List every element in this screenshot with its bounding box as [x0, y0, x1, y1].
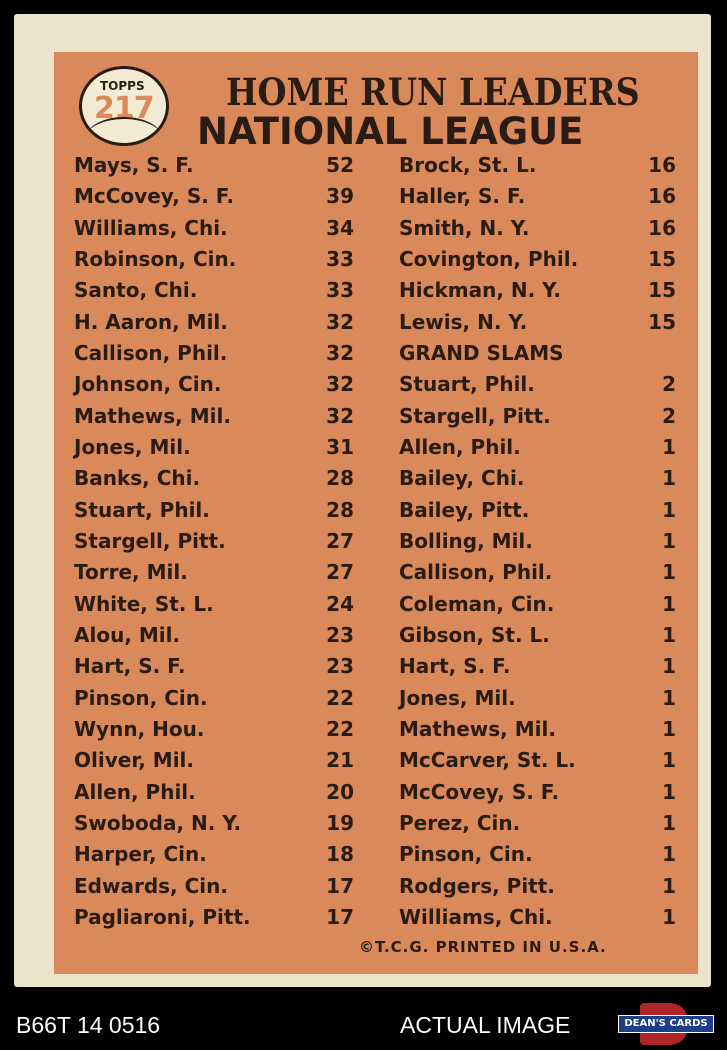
- home-run-count: 1: [662, 560, 676, 585]
- player-name: Santo, Chi.: [74, 278, 198, 303]
- home-run-count: 1: [662, 904, 676, 929]
- actual-image-label: ACTUAL IMAGE: [400, 1012, 571, 1038]
- leader-row: [74, 902, 354, 933]
- home-run-count: 1: [662, 842, 676, 867]
- home-run-count: 52: [326, 153, 354, 177]
- leader-row: [74, 745, 354, 776]
- home-run-count: 1: [662, 466, 676, 491]
- player-name: Haller, S. F.: [399, 184, 526, 209]
- home-run-count: 17: [326, 873, 354, 898]
- home-run-count: 1: [662, 497, 676, 522]
- player-name: Hart, S. F.: [74, 654, 186, 679]
- player-name: Callison, Phil.: [399, 560, 553, 585]
- card-title: HOME RUN LEADERS: [226, 70, 640, 114]
- card-border: [14, 14, 711, 987]
- home-run-count: 15: [648, 309, 676, 334]
- leader-row: [399, 620, 676, 651]
- home-run-count: 2: [662, 403, 676, 428]
- player-name: Bailey, Pitt.: [399, 497, 530, 522]
- leader-row: [74, 808, 354, 839]
- player-name: Torre, Mil.: [74, 560, 188, 585]
- player-name: Brock, St. L.: [399, 153, 537, 177]
- player-name: Alou, Mil.: [74, 622, 181, 647]
- home-run-count: 16: [648, 184, 676, 209]
- player-name: Banks, Chi.: [74, 466, 201, 491]
- home-run-count: 20: [326, 779, 354, 804]
- home-run-count: 1: [662, 622, 676, 647]
- home-run-count: 1: [662, 779, 676, 804]
- leader-row: [74, 463, 354, 494]
- leader-row: [399, 181, 676, 212]
- leader-row: [399, 777, 676, 808]
- home-run-count: 18: [326, 842, 354, 867]
- home-run-count: 34: [326, 215, 354, 240]
- home-run-count: 31: [326, 434, 354, 459]
- home-run-count: 32: [326, 372, 354, 397]
- topps-logo: [79, 66, 169, 146]
- leader-row: [74, 338, 354, 369]
- leader-row: [74, 683, 354, 714]
- leader-row: [74, 432, 354, 463]
- home-run-count: 22: [326, 716, 354, 741]
- player-name: Covington, Phil.: [399, 246, 579, 271]
- home-run-count: 1: [662, 528, 676, 553]
- card-back: [54, 52, 698, 974]
- right-leaders-list: [399, 150, 676, 933]
- leader-row: [399, 683, 676, 714]
- home-run-count: 15: [648, 278, 676, 303]
- home-run-count: 39: [326, 184, 354, 209]
- leader-row: [74, 620, 354, 651]
- leader-row: [399, 307, 676, 338]
- leader-row: [399, 745, 676, 776]
- leader-row: [74, 714, 354, 745]
- home-run-count: 2: [662, 372, 676, 397]
- player-name: Stuart, Phil.: [74, 497, 210, 522]
- leader-row: [399, 557, 676, 588]
- leader-row: [74, 181, 354, 212]
- leader-row: [399, 651, 676, 682]
- leader-row: [74, 150, 354, 181]
- player-name: Williams, Chi.: [74, 215, 228, 240]
- leader-row: [74, 651, 354, 682]
- player-name: Pinson, Cin.: [399, 842, 533, 867]
- leader-row: [399, 902, 676, 933]
- player-name: Mays, S. F.: [74, 153, 194, 177]
- home-run-count: 16: [648, 215, 676, 240]
- home-run-count: 33: [326, 246, 354, 271]
- player-name: Pinson, Cin.: [74, 685, 208, 710]
- home-run-count: 15: [648, 246, 676, 271]
- player-name: Coleman, Cin.: [399, 591, 555, 616]
- player-name: Mathews, Mil.: [74, 403, 231, 428]
- player-name: Hart, S. F.: [399, 654, 511, 679]
- player-name: Pagliaroni, Pitt.: [74, 904, 251, 929]
- home-run-count: 1: [662, 434, 676, 459]
- topps-brand-label: TOPPS: [100, 79, 145, 93]
- leader-row: [399, 463, 676, 494]
- inventory-code: B66T 14 0516: [16, 1012, 161, 1038]
- home-run-count: 1: [662, 748, 676, 773]
- home-run-count: 1: [662, 716, 676, 741]
- home-run-count: 19: [326, 810, 354, 835]
- home-run-count: 23: [326, 654, 354, 679]
- player-name: Rodgers, Pitt.: [399, 873, 555, 898]
- leader-row: [74, 777, 354, 808]
- player-name: Oliver, Mil.: [74, 748, 195, 773]
- player-name: Callison, Phil.: [74, 340, 228, 365]
- player-name: Stargell, Pitt.: [399, 403, 551, 428]
- player-name: Jones, Mil.: [399, 685, 516, 710]
- player-name: Bolling, Mil.: [399, 528, 533, 553]
- player-name: Harper, Cin.: [74, 842, 207, 867]
- card-subtitle: NATIONAL LEAGUE: [197, 110, 584, 153]
- player-name: Wynn, Hou.: [74, 716, 205, 741]
- home-run-count: 21: [326, 748, 354, 773]
- leader-row: [399, 432, 676, 463]
- leader-row: [399, 213, 676, 244]
- leader-row: [399, 150, 676, 181]
- home-run-count: 17: [326, 904, 354, 929]
- home-run-count: 24: [326, 591, 354, 616]
- leader-row: [399, 871, 676, 902]
- player-name: Williams, Chi.: [399, 904, 553, 929]
- home-run-count: 1: [662, 873, 676, 898]
- player-name: McCovey, S. F.: [74, 184, 235, 209]
- player-name: Gibson, St. L.: [399, 622, 550, 647]
- player-name: Stuart, Phil.: [399, 372, 535, 397]
- leader-row: [74, 557, 354, 588]
- leader-row: [399, 495, 676, 526]
- leader-row: [74, 871, 354, 902]
- player-name: Stargell, Pitt.: [74, 528, 226, 553]
- home-run-count: 28: [326, 497, 354, 522]
- leader-row: [74, 495, 354, 526]
- player-name: Bailey, Chi.: [399, 466, 525, 491]
- leader-row: [399, 714, 676, 745]
- home-run-count: 27: [326, 528, 354, 553]
- player-name: Smith, N. Y.: [399, 215, 530, 240]
- copyright-line: ©T.C.G. PRINTED IN U.S.A.: [359, 938, 607, 956]
- player-name: Robinson, Cin.: [74, 246, 237, 271]
- leader-row: [74, 589, 354, 620]
- leader-row: [399, 401, 676, 432]
- player-name: Mathews, Mil.: [399, 716, 556, 741]
- dealer-logo-text: DEAN'S CARDS: [618, 1015, 714, 1033]
- home-run-count: 22: [326, 685, 354, 710]
- player-name: McCarver, St. L.: [399, 748, 576, 773]
- leader-row: [74, 307, 354, 338]
- leader-row: [74, 275, 354, 306]
- player-name: GRAND SLAMS: [399, 340, 564, 365]
- home-run-count: 1: [662, 591, 676, 616]
- player-name: Lewis, N. Y.: [399, 309, 528, 334]
- player-name: White, St. L.: [74, 591, 214, 616]
- home-run-count: 16: [648, 153, 676, 177]
- home-run-count: 32: [326, 309, 354, 334]
- home-run-count: 27: [326, 560, 354, 585]
- leader-row: [74, 244, 354, 275]
- player-name: Hickman, N. Y.: [399, 278, 561, 303]
- home-run-count: 1: [662, 685, 676, 710]
- leader-row: [74, 401, 354, 432]
- leader-row: [399, 244, 676, 275]
- leader-row: [74, 526, 354, 557]
- home-run-count: 23: [326, 622, 354, 647]
- player-name: Jones, Mil.: [74, 434, 191, 459]
- leader-row: [399, 808, 676, 839]
- home-run-count: 33: [326, 278, 354, 303]
- leader-row: [399, 589, 676, 620]
- leader-row: [399, 338, 676, 369]
- leader-row: [74, 213, 354, 244]
- leader-row: [399, 526, 676, 557]
- home-run-count: 1: [662, 810, 676, 835]
- player-name: Johnson, Cin.: [74, 372, 222, 397]
- leader-row: [74, 369, 354, 400]
- home-run-count: 32: [326, 403, 354, 428]
- player-name: Swoboda, N. Y.: [74, 810, 242, 835]
- player-name: Allen, Phil.: [74, 779, 196, 804]
- leader-row: [399, 839, 676, 870]
- leader-row: [74, 839, 354, 870]
- home-run-count: 32: [326, 340, 354, 365]
- home-run-count: 28: [326, 466, 354, 491]
- card-number: 217: [94, 91, 154, 126]
- leader-row: [399, 275, 676, 306]
- player-name: Edwards, Cin.: [74, 873, 228, 898]
- dealer-logo: [618, 1003, 714, 1045]
- player-name: Perez, Cin.: [399, 810, 521, 835]
- player-name: McCovey, S. F.: [399, 779, 560, 804]
- player-name: Allen, Phil.: [399, 434, 521, 459]
- left-leaders-list: [74, 150, 354, 933]
- leader-row: [399, 369, 676, 400]
- home-run-count: 1: [662, 654, 676, 679]
- player-name: H. Aaron, Mil.: [74, 309, 228, 334]
